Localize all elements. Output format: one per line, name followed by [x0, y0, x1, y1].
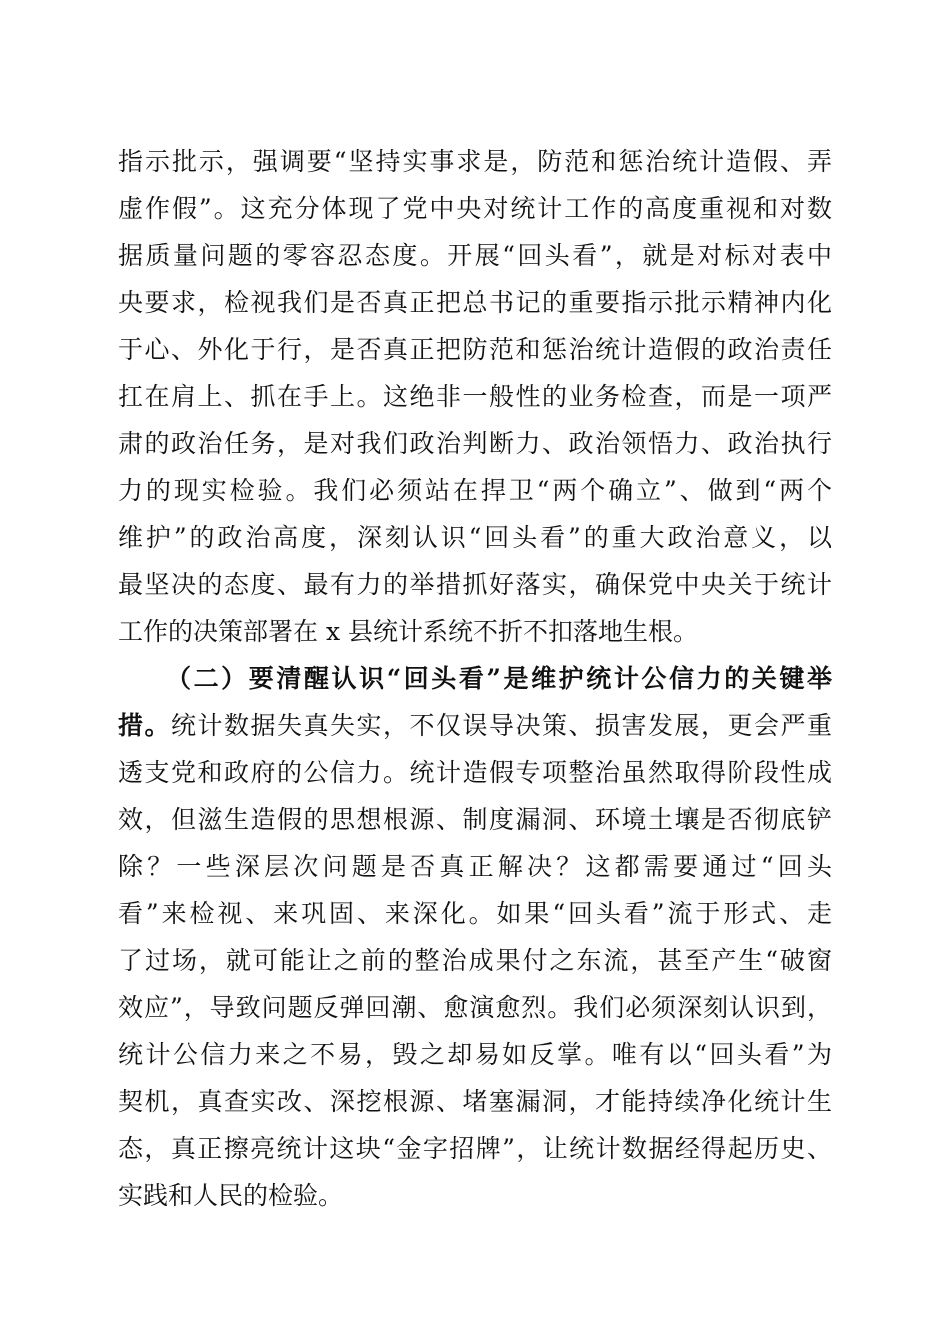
- paragraph-2-line-11: 态，真正擦亮统计这块“金字招牌”，让统计数据经得起历史、: [118, 1134, 832, 1163]
- paragraph-1-line-3: 据质量问题的零容忍态度。开展“回头看”，就是对标对表中: [118, 241, 832, 270]
- paragraph-1-line-4: 央要求，检视我们是否真正把总书记的重要指示批示精神内化: [118, 288, 832, 317]
- paragraph-1-line-5: 于心、外化于行，是否真正把防范和惩治统计造假的政治责任: [118, 335, 832, 364]
- paragraph-1-line-1: 指示批示，强调要“坚持实事求是，防范和惩治统计造假、弄: [118, 147, 832, 176]
- paragraph-1-line-11: 工作的决策部署在 x 县统计系统不折不扣落地生根。: [118, 617, 698, 646]
- paragraph-2-line-9: 统计公信力来之不易，毁之却易如反掌。唯有以“回头看”为: [118, 1040, 832, 1069]
- paragraph-2-line-2-rest: 统计数据失真失实，不仅误导决策、损害发展，更会严重: [171, 711, 832, 740]
- paragraph-2-line-10: 契机，真查实改、深挖根源、堵塞漏洞，才能持续净化统计生: [118, 1087, 832, 1116]
- paragraph-1-line-8: 力的现实检验。我们必须站在捍卫“两个确立”、做到“两个: [118, 476, 832, 505]
- paragraph-1-line-2: 虚作假”。这充分体现了党中央对统计工作的高度重视和对数: [118, 194, 832, 223]
- paragraph-2-line-5: 除？一些深层次问题是否真正解决？这都需要通过“回头: [118, 852, 832, 881]
- paragraph-2-line-8: 效应”，导致问题反弹回潮、愈演愈烈。我们必须深刻认识到，: [118, 993, 832, 1022]
- paragraph-2-line-12: 实践和人民的检验。: [118, 1181, 344, 1210]
- section-heading-line-1: （二）要清醒认识“回头看”是维护统计公信力的关键举: [166, 664, 832, 693]
- paragraph-2-line-4: 效，但滋生造假的思想根源、制度漏洞、环境土壤是否彻底铲: [118, 805, 832, 834]
- section-heading-line-2: 措。: [118, 711, 171, 740]
- paragraph-1-line-7: 肃的政治任务，是对我们政治判断力、政治领悟力、政治执行: [118, 429, 832, 458]
- paragraph-1-line-9: 维护”的政治高度，深刻认识“回头看”的重大政治意义，以: [118, 523, 832, 552]
- paragraph-1-line-6: 扛在肩上、抓在手上。这绝非一般性的业务检查，而是一项严: [118, 382, 832, 411]
- paragraph-2-line-3: 透支党和政府的公信力。统计造假专项整治虽然取得阶段性成: [118, 758, 832, 787]
- paragraph-2-line-2: [118, 706, 832, 746]
- paragraph-1-line-10: 最坚决的态度、最有力的举措抓好落实，确保党中央关于统计: [118, 570, 832, 599]
- paragraph-2-line-7: 了过场，就可能让之前的整治成果付之东流，甚至产生“破窗: [118, 946, 832, 975]
- paragraph-2-line-6: 看”来检视、来巩固、来深化。如果“回头看”流于形式、走: [118, 899, 832, 928]
